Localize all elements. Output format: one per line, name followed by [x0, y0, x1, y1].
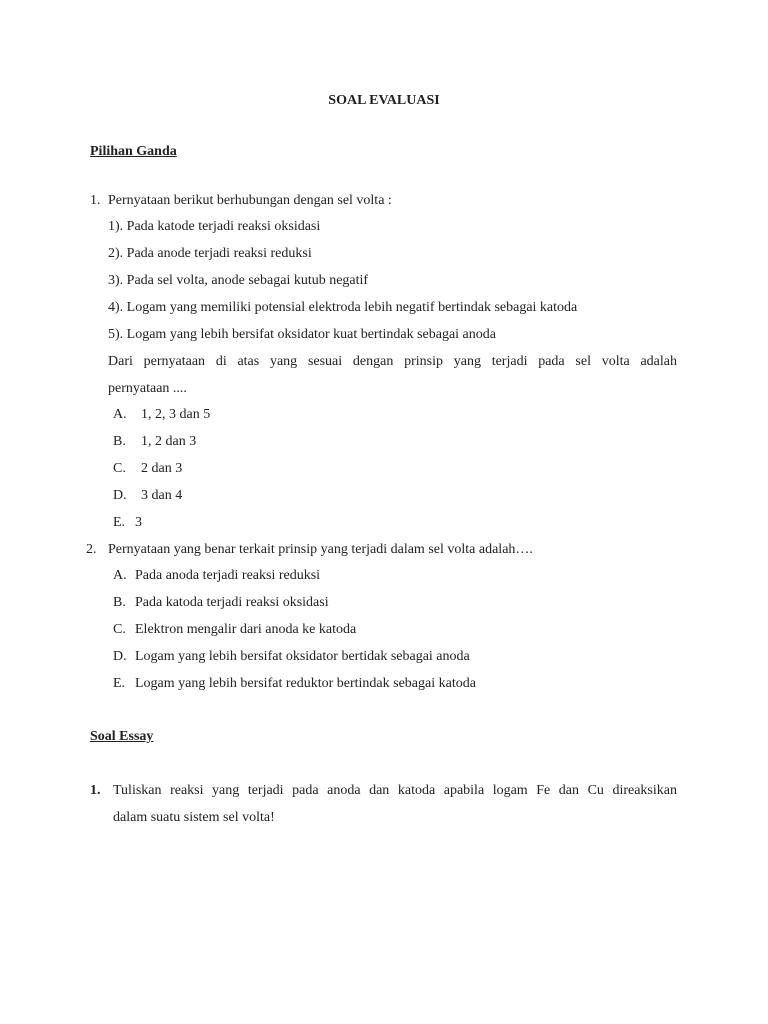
question-number: 2. [86, 542, 97, 557]
statement-item: 2). Pada anode terjadi reaksi reduksi [108, 246, 312, 261]
question-number: 1. [90, 193, 101, 208]
statement-item: 3). Pada sel volta, anode sebagai kutub negatif [108, 273, 369, 288]
essay-word: direaksikan [612, 783, 677, 798]
option-letter: D. [113, 649, 127, 664]
essay-word: Tuliskan [113, 783, 162, 798]
question-prompt-continued: pernyataan .... [108, 381, 187, 396]
essay-word: anoda [327, 783, 361, 798]
essay-question-text [113, 782, 677, 800]
prompt-word: volta [601, 354, 630, 369]
prompt-word: Dari [108, 354, 133, 369]
option-text: Elektron mengalir dari anoda ke katoda [135, 622, 357, 637]
essay-question-number: 1. [90, 783, 101, 798]
option-text: Pada anoda terjadi reaksi reduksi [135, 568, 321, 583]
option-text: 3 [135, 515, 142, 530]
option-letter: C. [113, 461, 126, 476]
option-letter: E. [113, 676, 126, 691]
option-text: 1, 2 dan 3 [141, 434, 197, 449]
question-prompt [108, 353, 677, 371]
essay-word: terjadi [247, 783, 284, 798]
statement-item: 1). Pada katode terjadi reaksi oksidasi [108, 219, 321, 234]
essay-word: pada [292, 783, 319, 798]
prompt-word: prinsip [404, 354, 443, 369]
page-title: SOAL EVALUASI [328, 93, 440, 108]
statement-item: 5). Logam yang lebih bersifat oksidator kuat bertindak sebagai anoda [108, 327, 496, 342]
prompt-word: adalah [640, 354, 677, 369]
option-text: 1, 2, 3 dan 5 [141, 407, 211, 422]
option-letter: A. [113, 568, 127, 583]
option-letter: A. [113, 407, 127, 422]
prompt-word: pada [538, 354, 565, 369]
option-text: Pada katoda terjadi reaksi oksidasi [135, 595, 329, 610]
essay-word: Fe [536, 783, 551, 798]
essay-word: Cu [587, 783, 604, 798]
prompt-word: sel [575, 354, 591, 369]
essay-word: katoda [397, 783, 436, 798]
essay-word: dan [558, 783, 580, 798]
option-text: Logam yang lebih bersifat reduktor bertindak sebagai katoda [135, 676, 476, 691]
option-text: Logam yang lebih bersifat oksidator bertidak sebagai anoda [135, 649, 470, 664]
prompt-word: di [215, 354, 227, 369]
prompt-word: atas [237, 354, 260, 369]
prompt-word: yang [453, 354, 481, 369]
essay-word: yang [212, 783, 240, 798]
prompt-word: sesuai [307, 354, 343, 369]
prompt-word: terjadi [491, 354, 528, 369]
prompt-word: yang [269, 354, 298, 369]
statement-item: 4). Logam yang memiliki potensial elektroda lebih negatif bertindak sebagai katoda [108, 300, 578, 315]
option-letter: D. [113, 488, 127, 503]
question-text: Pernyataan yang benar terkait prinsip yang terjadi dalam sel volta adalah…. [108, 542, 533, 557]
section-heading-essay: Soal Essay [90, 729, 154, 744]
essay-word: reaksi [170, 783, 204, 798]
essay-question-text-continued: dalam suatu sistem sel volta! [113, 810, 275, 825]
option-letter: E. [113, 515, 126, 530]
option-letter: B. [113, 595, 126, 610]
prompt-word: dengan [352, 354, 394, 369]
option-text: 3 dan 4 [141, 488, 183, 503]
option-letter: C. [113, 622, 126, 637]
option-letter: B. [113, 434, 126, 449]
essay-word: dan [369, 783, 390, 798]
essay-word: apabila [443, 783, 485, 798]
essay-word: logam [492, 783, 528, 798]
prompt-word: pernyataan [143, 354, 206, 369]
section-heading-multiple-choice: Pilihan Ganda [90, 144, 177, 159]
question-text: Pernyataan berikut berhubungan dengan sel volta : [108, 193, 392, 208]
option-text: 2 dan 3 [141, 461, 183, 476]
